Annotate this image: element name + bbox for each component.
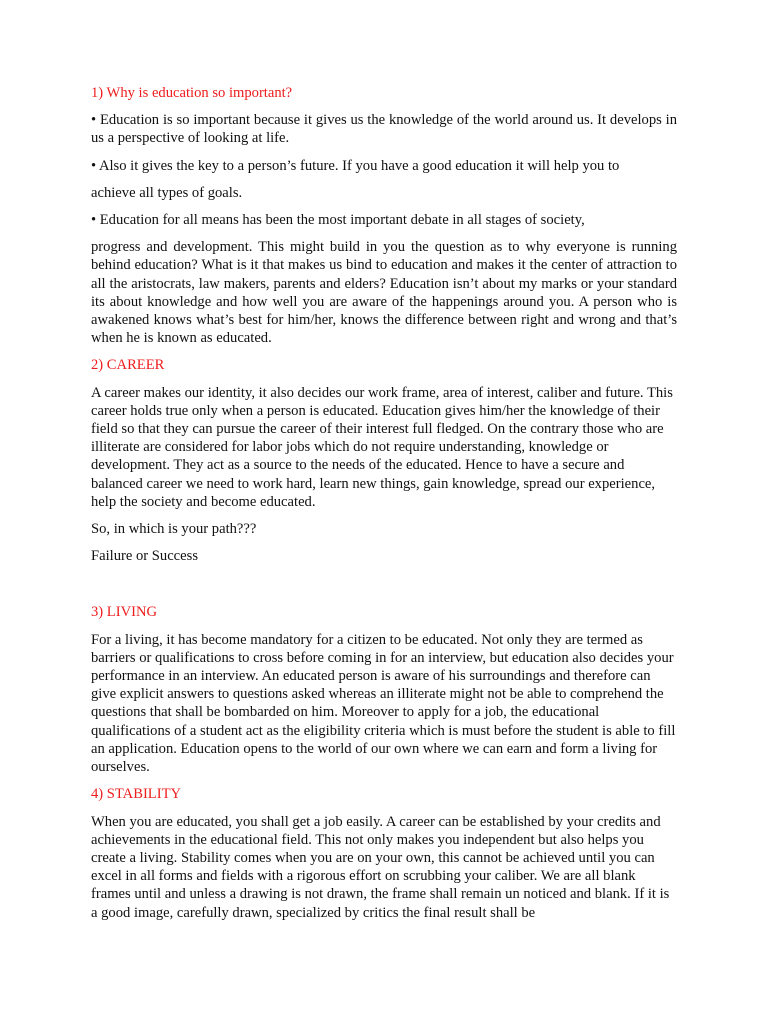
document-body: [91, 84, 677, 931]
paragraph: When you are educated, you shall get a job easily. A career can be established by your credits and achievements in the educational field. This not only makes you independent but also helps you create a living. Stability comes when you are on your own, this cannot be achieved until you can excel in all forms and fields with a rigorous effort on scrubbing your caliber. We are all blank frames until and unless a drawing is not drawn, the frame shall remain un noticed and blank. If it is a good image, carefully drawn, specialized by critics the final result shall be: [91, 813, 670, 921]
bullet-paragraph: • Education is so important because it gives us the knowledge of the world around us. It develops in us a perspective of looking at life.: [91, 112, 677, 147]
paragraph: So, in which is your path???: [91, 521, 257, 538]
section-heading-career: 2) CAREER: [91, 357, 165, 374]
section-heading-why-education: 1) Why is education so important?: [91, 85, 293, 101]
bullet-paragraph: • Education for all means has been the most important debate in all stages of society,: [91, 212, 585, 229]
paragraph: For a living, it has become mandatory for a citizen to be educated. Not only they are termed as barriers or qualifications to cross before coming in for an interview, but education also decides your performance in an interview. An educated person is aware of his surroundings and therefore can give explicit answers to questions asked whereas an illiterate might not be able to comprehend the questions that shall be bombarded on him. Moreover to apply for a job, the educational qualifications of a student act as the eligibility criteria which is must before the student is able to fill an application. Education opens to the world of our own where we can earn and form a living for ourselves.: [91, 631, 676, 776]
vertical-spacer: [91, 574, 677, 603]
paragraph: Failure or Success: [91, 548, 198, 565]
section-heading-living: 3) LIVING: [91, 604, 158, 621]
section-heading-stability: 4) STABILITY: [91, 786, 182, 803]
paragraph: achieve all types of goals.: [91, 184, 243, 201]
paragraph: A career makes our identity, it also decides our work frame, area of interest, caliber and future. This career holds true only when a person is educated. Education gives him/her the knowledge of their field so that they can pursue the career of their interest full fledged. On the contrary those who are illiterate are considered for labor jobs which do not require understanding, knowledge or development. They act as a source to the needs of the educated. Hence to have a secure and balanced career we need to work hard, learn new things, gain knowledge, spread our experience, help the society and become educated.: [91, 384, 673, 510]
bullet-paragraph: • Also it gives the key to a person’s future. If you have a good education it will help you to: [91, 157, 620, 174]
paragraph: progress and development. This might build in you the question as to why everyone is running behind education? What is it that makes us bind to education and makes it the center of attraction to all the aristocrats, law makers, parents and elders? Education isn’t about my marks or your standard its about knowledge and how well you are aware of the happenings around you. A person who is awakened knows what’s best for him/her, knows the difference between right and wrong and that’s when he is known as educated.: [91, 239, 677, 347]
